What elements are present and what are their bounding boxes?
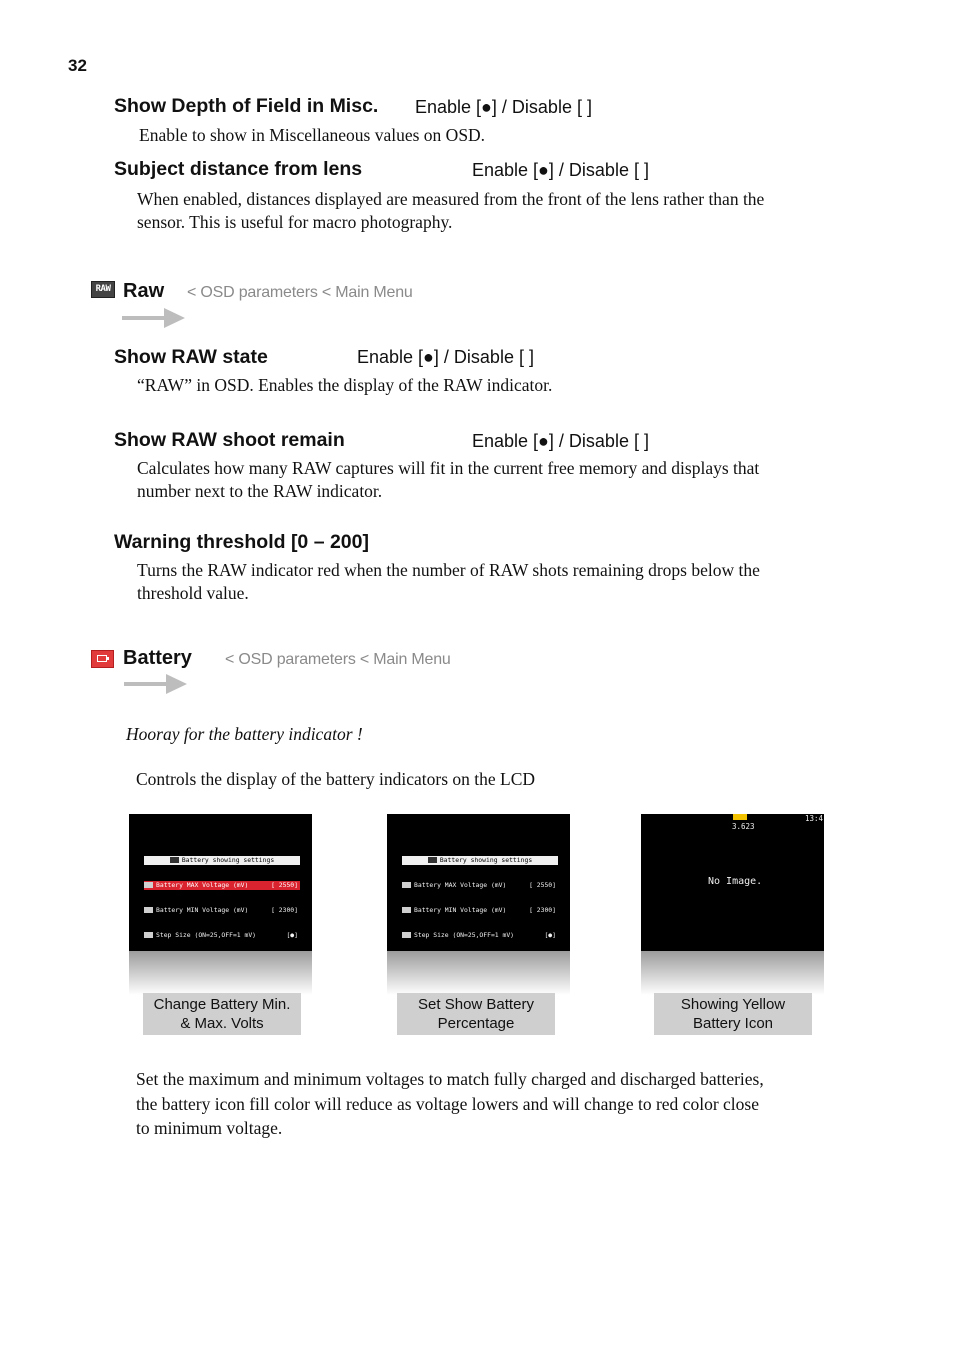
subject-distance-description: When enabled, distances displayed are measured from the front of the lens rather than the sensor. This is useful for macro photography. <box>137 189 765 232</box>
menu-title: Battery showing settings <box>144 856 300 865</box>
clock-time: 13:4 <box>805 814 824 823</box>
raw-remain-options: Enable [●] / Disable [ ] <box>472 431 649 451</box>
raw-section-title: Raw <box>123 280 165 302</box>
screenshot-lcd-yellow-battery <box>641 814 824 951</box>
subject-distance-options: Enable [●] / Disable [ ] <box>472 160 649 180</box>
screenshot-reflection <box>387 951 570 995</box>
screenshot-battery-settings-2 <box>387 814 570 951</box>
closing-paragraph: Set the maximum and minimum voltages to match fully charged and discharged batteries, the battery icon fill color will reduce as voltage lowers and will change to red color close to minimum voltage. <box>136 1069 764 1138</box>
raw-state-description: “RAW” in OSD. Enables the display of the RAW indicator. <box>137 375 553 395</box>
menu-row[interactable]: Step Size (ON=25,OFF=1 mV) [●] <box>402 931 558 940</box>
menu-row[interactable]: Battery MAX Voltage (mV) [ 2550] <box>402 881 558 890</box>
menu-row[interactable]: Step Size (ON=25,OFF=1 mV) [●] <box>144 931 300 940</box>
menu-row[interactable]: Battery MIN Voltage (mV) [ 2300] <box>402 906 558 915</box>
raw-state-heading: Show RAW state <box>114 346 268 368</box>
battery-arrow-icon <box>124 672 188 696</box>
menu-row[interactable]: Battery MIN Voltage (mV) [ 2300] <box>144 906 300 915</box>
dof-description: Enable to show in Miscellaneous values on OSD. <box>139 125 486 145</box>
warning-threshold-heading: Warning threshold [0 – 200] <box>114 531 369 553</box>
page-number: 32 <box>68 56 87 75</box>
dof-heading: Show Depth of Field in Misc. <box>114 95 379 117</box>
warning-threshold-description: Turns the RAW indicator red when the number of RAW shots remaining drops below the threshold value. <box>137 560 760 603</box>
battery-menu <box>144 840 300 951</box>
dof-options: Enable [●] / Disable [ ] <box>415 97 592 117</box>
subject-distance-heading: Subject distance from lens <box>114 158 363 180</box>
screenshot-reflection <box>129 951 312 995</box>
caption-battery-percentage: Set Show Battery Percentage <box>397 993 555 1035</box>
caption-battery-volts: Change Battery Min. & Max. Volts <box>143 993 301 1035</box>
raw-remain-heading: Show RAW shoot remain <box>114 429 345 451</box>
raw-state-options: Enable [●] / Disable [ ] <box>357 347 534 367</box>
menu-row[interactable]: Battery MAX Voltage (mV) [ 2550] <box>144 881 300 890</box>
raw-breadcrumb[interactable]: < OSD parameters < Main Menu <box>187 284 413 301</box>
raw-arrow-icon <box>122 306 186 330</box>
battery-breadcrumb[interactable]: < OSD parameters < Main Menu <box>225 651 451 668</box>
battery-tagline: Hooray for the battery indicator ! <box>126 724 363 744</box>
battery-voltage: 3.623 <box>732 822 755 831</box>
battery-intro: Controls the display of the battery indicators on the LCD <box>136 769 536 789</box>
raw-remain-description: Calculates how many RAW captures will fit in the current free memory and displays that number next to the RAW indicator. <box>137 458 760 501</box>
battery-section-title: Battery <box>123 647 192 669</box>
battery-icon <box>91 650 114 668</box>
battery-menu <box>402 840 558 951</box>
menu-title: Battery showing settings <box>402 856 558 865</box>
screenshot-reflection <box>641 951 824 995</box>
caption-yellow-battery: Showing Yellow Battery Icon <box>654 993 812 1035</box>
no-image-message: No Image. <box>708 876 763 887</box>
screenshot-battery-settings-1 <box>129 814 312 951</box>
raw-icon: RAW <box>91 281 115 298</box>
yellow-battery-icon <box>733 814 747 820</box>
